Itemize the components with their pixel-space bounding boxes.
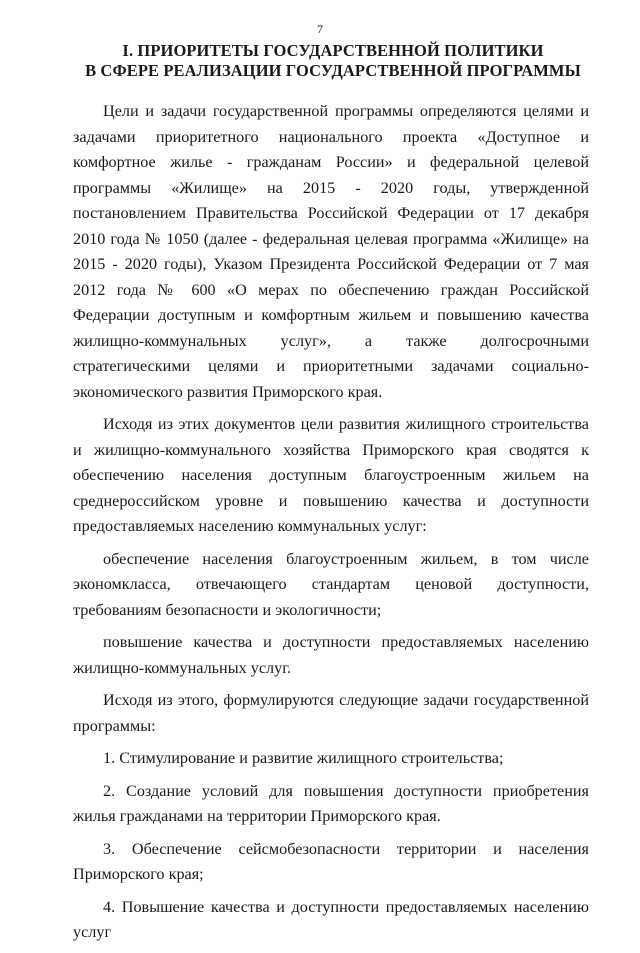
section-heading-line-2: В СФЕРЕ РЕАЛИЗАЦИИ ГОСУДАРСТВЕННОЙ ПРОГРАММЫ bbox=[85, 61, 581, 80]
task-item-2: 2. Создание условий для повышения доступности приобретения жилья гражданами на территории Приморского края. bbox=[73, 781, 589, 825]
task-item-4: 4. Повышение качества и доступности предоставляемых населению услуг bbox=[73, 897, 589, 941]
paragraph-housing-provision: обеспечение населения благоустроенным жильем, в том числе экономкласса, отвечающего стандартам ценовой доступности, требованиям безопасности и экологичности; bbox=[73, 549, 589, 619]
task-item-3: 3. Обеспечение сейсмобезопасности территории и населения Приморского края; bbox=[73, 839, 589, 883]
paragraph-development-goals: Исходя из этих документов цели развития жилищного строительства и жилищно-коммунального хозяйства Приморского края сводятся к обеспечению населения доступным благоустроенным жильем на среднероссийском уровне и повышению качества и доступности предоставляемых населению коммунальных услуг: bbox=[73, 415, 589, 535]
page-number: 7 bbox=[317, 22, 323, 36]
paragraph-goals: Цели и задачи государственной программы определяются целями и задачами приоритетного национального проекта «Доступное и комфортное жилье - гражданам России» и федеральной целевой программы «Жилище» на 2015 - 2020 годы, утвержденной постановлением Правительства Российской Федерации от 17 декабря 2010 года № 1050 (далее - федеральная целевая программа «Жилище» на 2015 - 2020 годы), Указом Президента Российской Федерации от 7 мая 2012 года № 600 «О мерах по обеспечению граждан Российской Федерации доступным и комфортным жильем и повышению качества жилищно-коммунальных услуг», а также долгосрочными стратегическими целями и приоритетными задачами социально-экономического развития Приморского края. bbox=[73, 102, 589, 401]
paragraph-tasks-intro: Исходя из этого, формулируются следующие задачи государственной программы: bbox=[73, 691, 589, 735]
document-body bbox=[73, 99, 589, 953]
section-heading-line-1: I. ПРИОРИТЕТЫ ГОСУДАРСТВЕННОЙ ПОЛИТИКИ bbox=[122, 41, 544, 60]
section-heading bbox=[60, 41, 606, 81]
paragraph-utility-services: повышение качества и доступности предоставляемых населению жилищно-коммунальных услуг. bbox=[73, 633, 589, 677]
task-item-1: 1. Стимулирование и развитие жилищного строительства; bbox=[103, 749, 504, 767]
